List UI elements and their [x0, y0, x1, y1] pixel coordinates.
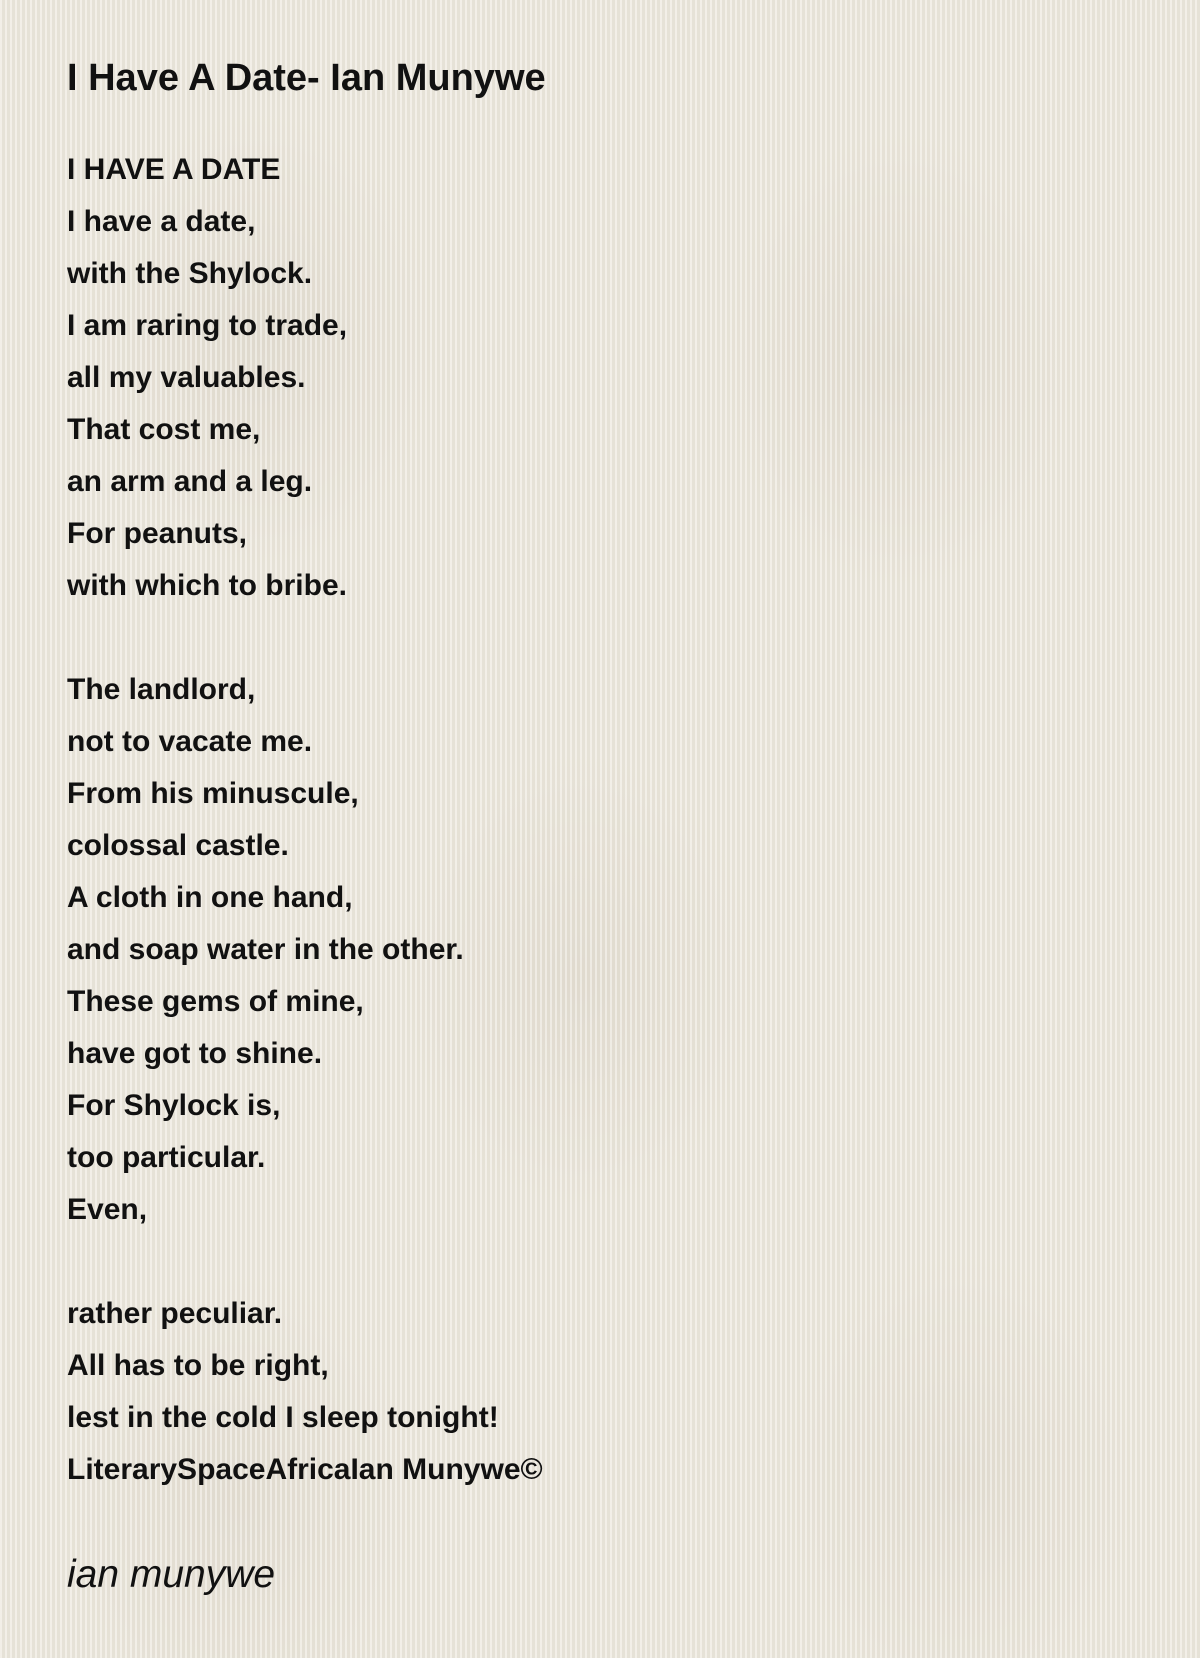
poem-line: That cost me,	[67, 413, 261, 446]
poem-line: I HAVE A DATE	[67, 153, 281, 186]
poem-line: too particular.	[67, 1141, 266, 1174]
poem-line: All has to be right,	[67, 1349, 329, 1382]
stanza-gap	[67, 612, 543, 664]
stanza	[67, 1288, 543, 1496]
poem-line: rather peculiar.	[67, 1297, 283, 1330]
poem-line: LiterarySpaceAfricaIan Munywe©	[67, 1453, 543, 1486]
poem-page	[67, 50, 1127, 1596]
poem-line: I have a date,	[67, 205, 256, 238]
poem-body	[67, 144, 543, 1496]
poem-line: not to vacate me.	[67, 725, 313, 758]
poem-line: all my valuables.	[67, 361, 306, 394]
poem-line: colossal castle.	[67, 829, 289, 862]
stanza	[67, 664, 543, 1236]
poem-line: From his minuscule,	[67, 777, 359, 810]
poem-line: with which to bribe.	[67, 569, 347, 602]
poem-line: For peanuts,	[67, 517, 248, 550]
poem-line: and soap water in the other.	[67, 933, 464, 966]
poem-line: an arm and a leg.	[67, 465, 313, 498]
poem-line: I am raring to trade,	[67, 309, 348, 342]
poem-line: Even,	[67, 1193, 148, 1226]
poem-line: lest in the cold I sleep tonight!	[67, 1401, 499, 1434]
poem-line: The landlord,	[67, 673, 256, 706]
poem-line: For Shylock is,	[67, 1089, 281, 1122]
poem-title: I Have A Date- Ian Munywe	[67, 57, 546, 99]
poem-line: have got to shine.	[67, 1037, 323, 1070]
poem-line: These gems of mine,	[67, 985, 364, 1018]
poem-line: A cloth in one hand,	[67, 881, 353, 914]
stanza	[67, 144, 543, 612]
stanza-gap	[67, 1236, 543, 1288]
poem-author: ian munywe	[67, 1553, 276, 1596]
poem-line: with the Shylock.	[67, 257, 313, 290]
